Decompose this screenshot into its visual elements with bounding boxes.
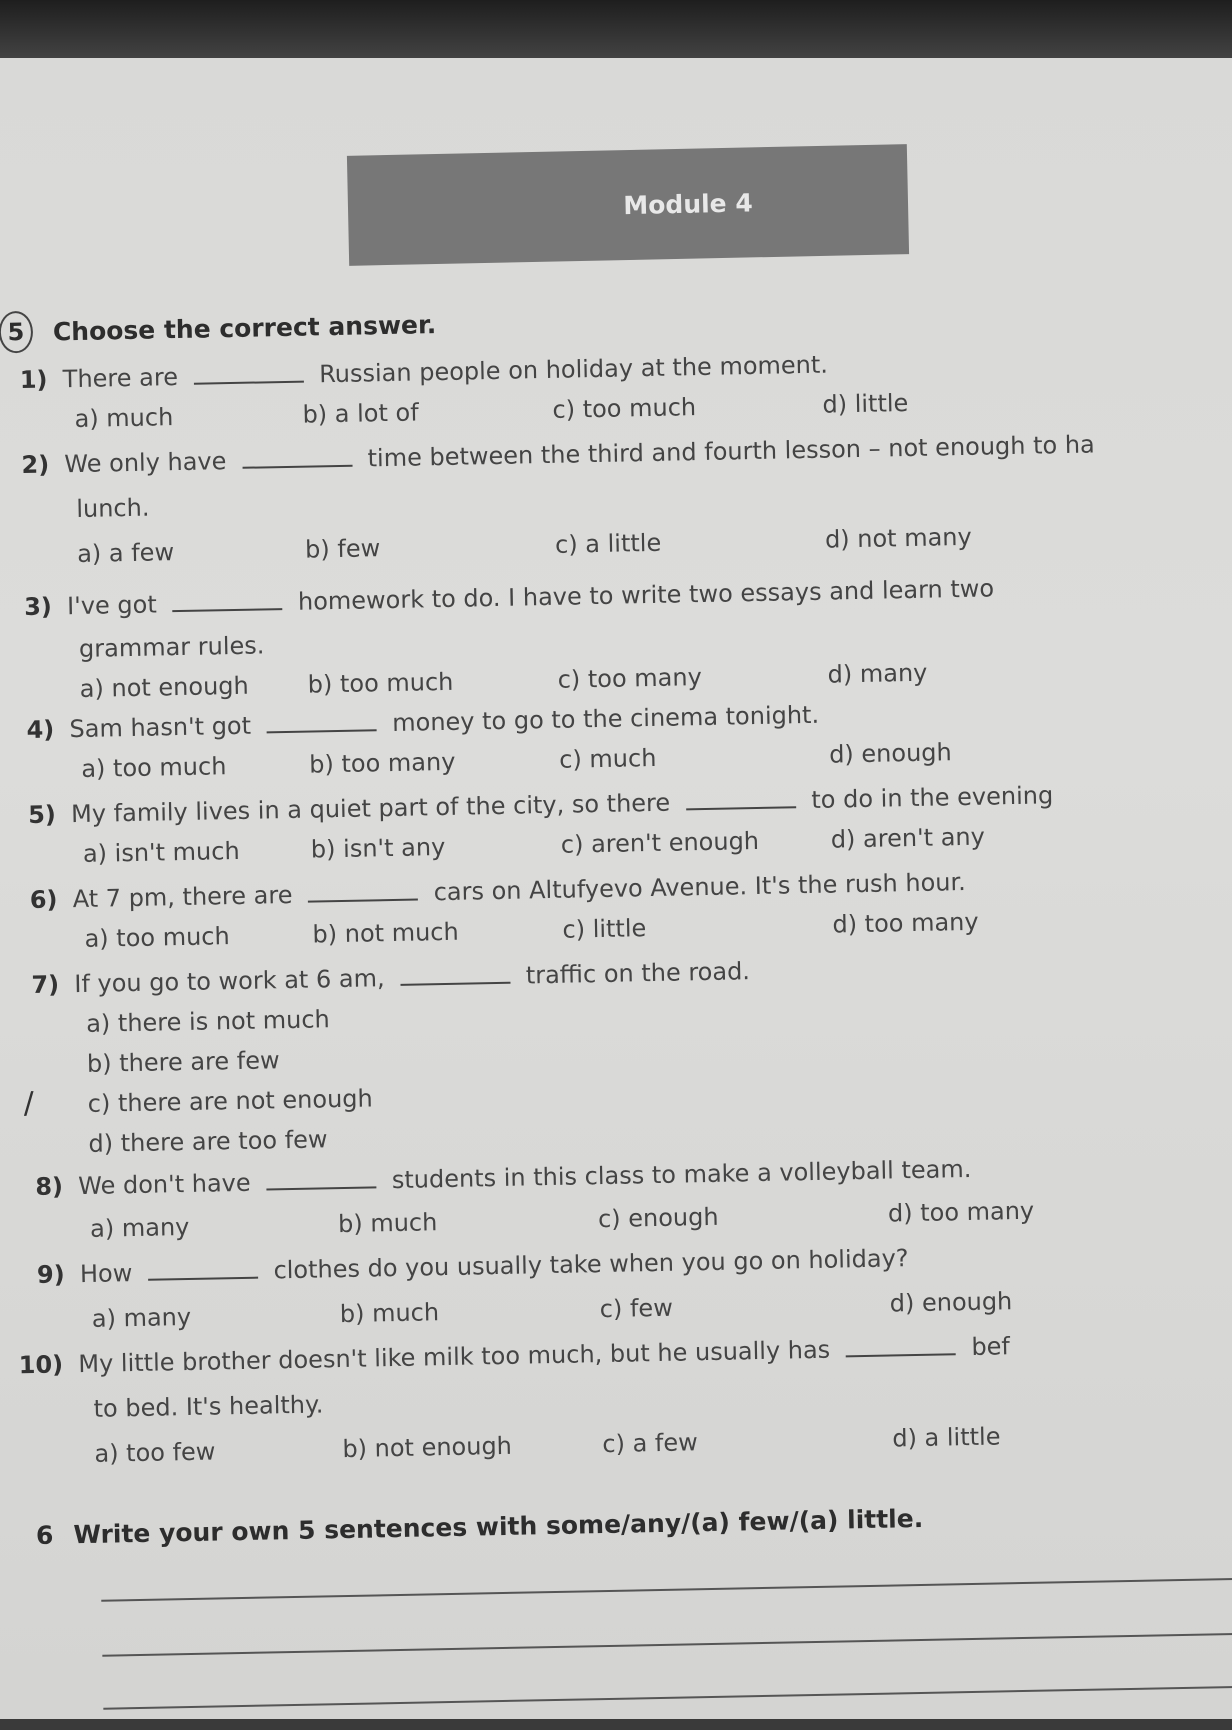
option[interactable]: a) a few [76, 538, 175, 568]
answer-line[interactable] [101, 1578, 1232, 1602]
question-number: 7) [31, 970, 60, 999]
question-text: time between the third and fourth lesson – not enough to ha [367, 430, 1095, 473]
option[interactable]: d) enough [889, 1287, 1013, 1318]
answer-blank[interactable] [242, 464, 352, 469]
question-text: At 7 pm, there are [72, 880, 293, 914]
option[interactable]: d) too many [887, 1196, 1035, 1228]
option[interactable]: d) a little [892, 1422, 1001, 1453]
exercise-6-heading [36, 1504, 924, 1550]
exercise-number: 6 [35, 1520, 54, 1550]
answer-blank[interactable] [194, 380, 304, 385]
option[interactable]: b) isn't any [310, 832, 446, 864]
exercise-instruction: Choose the correct answer. [52, 309, 437, 346]
question-9 [37, 1244, 909, 1289]
option[interactable]: d) not many [824, 522, 972, 554]
question-text: I've got [66, 590, 157, 621]
question-text: My little brother doesn't like milk too much, but he usually has [78, 1335, 831, 1379]
question-text: clothes do you usually take when you go on holiday? [273, 1244, 909, 1285]
answer-blank[interactable] [266, 1185, 376, 1190]
option[interactable]: a) too much [81, 752, 227, 783]
option[interactable]: c) aren't enough [560, 826, 760, 859]
question-text: traffic on the road. [525, 957, 751, 990]
answer-line[interactable] [102, 1633, 1232, 1657]
question-continuation: lunch. [76, 493, 150, 523]
option[interactable]: d) little [822, 389, 909, 419]
answer-blank[interactable] [172, 607, 282, 612]
option[interactable]: c) few [599, 1293, 674, 1324]
option[interactable]: b) few [304, 534, 381, 564]
answer-blank[interactable] [400, 981, 510, 986]
option[interactable]: b) not enough [342, 1431, 513, 1464]
answer-blank[interactable] [846, 1352, 956, 1357]
question-number: 5) [27, 800, 57, 829]
question-10 [18, 1332, 1010, 1379]
question-2 [21, 430, 1095, 479]
answer-line[interactable] [103, 1686, 1232, 1710]
question-6 [30, 868, 966, 914]
question-7 [31, 957, 750, 999]
answer-blank[interactable] [308, 898, 418, 903]
question-8 [35, 1155, 972, 1201]
question-number: 4) [26, 715, 55, 744]
question-text: to do in the evening [811, 781, 1054, 814]
option[interactable]: d) many [827, 658, 928, 689]
exercise-5-heading [0, 303, 437, 353]
question-text: There are [62, 363, 179, 394]
module-title: Module 4 [623, 187, 753, 220]
option[interactable]: b) much [339, 1298, 440, 1329]
option[interactable]: c) a few [602, 1428, 698, 1459]
question-text: We don't have [77, 1168, 251, 1201]
handwritten-tick: / [23, 1085, 35, 1122]
option[interactable]: c) too many [557, 663, 703, 694]
question-text: cars on Altufyevo Avenue. It's the rush hour. [433, 867, 967, 907]
answer-blank[interactable] [148, 1276, 258, 1281]
option[interactable]: d) aren't any [830, 822, 986, 854]
question-text: students in this class to make a volleyball team. [391, 1154, 972, 1195]
question-1 [20, 351, 829, 395]
question-text: money to go to the cinema tonight. [391, 700, 820, 737]
option[interactable]: c) much [558, 743, 657, 774]
question-continuation: grammar rules. [78, 631, 265, 663]
question-text: homework to do. I have to write two essays and learn two [297, 574, 995, 616]
question-number: 8) [35, 1172, 64, 1201]
option[interactable]: b) not much [312, 917, 459, 949]
question-continuation: to bed. It's healthy. [93, 1390, 324, 1423]
question-4 [26, 701, 819, 744]
option[interactable]: c) too much [552, 393, 697, 424]
exercise-instruction: Write your own 5 sentences with some/any/(a) few/(a) little. [73, 1503, 924, 1550]
option[interactable]: c) a little [554, 528, 662, 559]
question-number: 3) [23, 592, 53, 622]
option[interactable]: d) there are too few [88, 1125, 328, 1158]
question-number: 10) [18, 1350, 64, 1380]
question-text: We only have [64, 447, 227, 479]
question-5 [28, 781, 1054, 829]
question-text: Russian people on holiday at the moment. [318, 350, 829, 389]
question-number: 2) [21, 450, 50, 480]
option[interactable]: d) too many [832, 907, 979, 939]
question-text: How [79, 1259, 133, 1289]
option[interactable]: d) enough [828, 738, 952, 769]
question-text: If you go to work at 6 am, [74, 964, 385, 999]
option[interactable]: b) much [337, 1208, 438, 1239]
question-text: Sam hasn't got [69, 711, 252, 744]
answer-blank[interactable] [267, 728, 377, 733]
question-number: 1) [19, 365, 48, 395]
option[interactable]: c) enough [597, 1202, 719, 1234]
question-number: 6) [29, 885, 58, 914]
option[interactable]: a) too much [84, 922, 230, 953]
option[interactable]: b) too many [308, 747, 456, 779]
option[interactable]: b) a lot of [302, 398, 419, 429]
question-text: My family lives in a quiet part of the city, so there [70, 788, 671, 829]
option[interactable]: a) isn't much [82, 836, 240, 868]
option[interactable]: a) not enough [79, 671, 249, 703]
option[interactable]: a) many [91, 1302, 192, 1333]
option[interactable]: b) too much [307, 667, 454, 699]
answer-blank[interactable] [686, 805, 796, 810]
exercise-number: 5 [0, 311, 33, 354]
question-3 [24, 574, 994, 621]
option[interactable]: c) there are not enough [87, 1084, 373, 1118]
option[interactable]: a) there is not much [85, 1005, 330, 1038]
option[interactable]: a) much [74, 403, 174, 434]
option[interactable]: a) many [89, 1212, 190, 1243]
option[interactable]: b) there are few [86, 1046, 280, 1078]
question-text: bef [971, 1332, 1011, 1361]
question-number: 9) [36, 1260, 65, 1289]
option[interactable]: a) too few [94, 1437, 216, 1468]
option[interactable]: c) little [562, 914, 647, 944]
